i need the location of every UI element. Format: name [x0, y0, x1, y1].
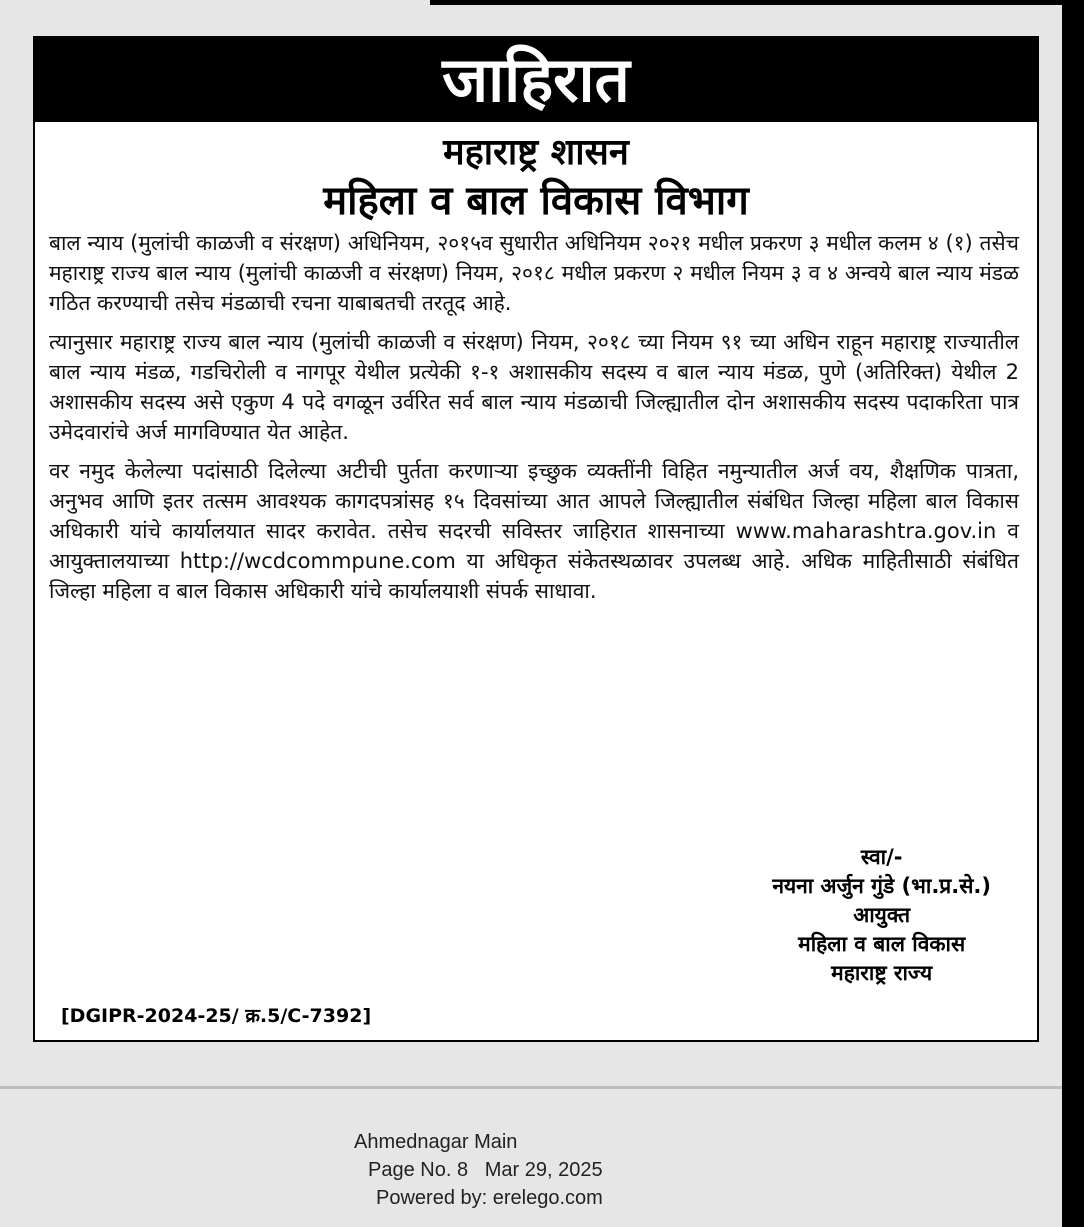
footer-page-date: Page No. 8 Mar 29, 2025 — [368, 1159, 603, 1181]
ad-subtitle-department: महिला व बाल विकास विभाग — [323, 178, 749, 224]
ad-body — [35, 228, 1037, 606]
page-divider — [0, 1086, 1062, 1089]
right-edge-strip — [1062, 0, 1084, 1227]
signature-line-signed: स्वा/- — [860, 845, 903, 869]
page-footer — [320, 1128, 680, 1212]
signature-line-state: महाराष्ट्र राज्य — [831, 961, 933, 985]
footer-powered-by: Powered by: erelego.com — [376, 1187, 603, 1209]
advertisement-box — [33, 36, 1039, 1042]
signature-line-department: महिला व बाल विकास — [798, 932, 966, 956]
ad-header: जाहिरात — [35, 38, 1037, 122]
ad-paragraph-1: बाल न्याय (मुलांची काळजी व संरक्षण) अधिनियम, २०१५व सुधारीत अधिनियम २०२१ मधील प्रकरण ३ मधील कलम ४ (१) तसेच महाराष्ट्र राज्य बाल न्याय (मुलांची काळजी व संरक्षण) नियम, २०१८ मधील प्रकरण २ मधील नियम ३ व ४ अन्वये बाल न्याय मंडळ गठित करण्याची तसेच मंडळाची रचना याबाबतची तरतूद आहे. — [49, 231, 1019, 315]
ad-subtitle-government: महाराष्ट्र शासन — [443, 132, 629, 173]
reference-number: [DGIPR-2024-25/ क्र.5/C-7392] — [61, 1005, 372, 1027]
ad-paragraph-2: त्यानुसार महाराष्ट्र राज्य बाल न्याय (मुलांची काळजी व संरक्षण) नियम, २०१८ च्या नियम ९१ च्या अधिन राहून महाराष्ट्र राज्यातील बाल न्याय मंडळ, गडचिरोली व नागपूर येथील प्रत्येकी १-१ अशासकीय सदस्य व बाल न्याय मंडळ, पुणे (अतिरिक्त) येथील 2 अशासकीय सदस्य असे एकुण 4 पदे वगळून उर्वरित सर्व बाल न्याय मंडळाची जिल्ह्यातील दोन अशासकीय सदस्य पदाकरिता पात्र उमेदवारांचे अर्ज मागविण्यात येत आहेत. — [49, 330, 1019, 444]
ad-paragraph-3: वर नमुद केलेल्या पदांसाठी दिलेल्या अटीची पुर्तता करणाऱ्या इच्छुक व्यक्तींनी विहित नमुन्यातील अर्ज वय, शैक्षणिक पात्रता, अनुभव आणि इतर तत्सम आवश्यक कागदपत्रांसह १५ दिवसांच्या आत आपले जिल्ह्यातील संबंधित जिल्हा महिला बाल विकास अधिकारी यांचे कार्यालयात सादर करावेत. तसेच सदरची सविस्तर जाहिरात शासनाच्या www.maharashtra.gov.in व आयुक्तालयाच्या http://wcdcommpune.com या अधिकृत संकेतस्थळावर उपलब्ध आहे. अधिक माहितीसाठी संबंधित जिल्हा महिला व बाल विकास अधिकारी यांचे कार्यालयाशी संपर्क साधावा. — [49, 459, 1019, 603]
signature-line-designation: आयुक्त — [853, 903, 911, 927]
top-border-line — [430, 0, 1062, 5]
signature-line-name: नयना अर्जुन गुंडे (भा.प्र.से.) — [772, 874, 991, 898]
signature-block — [772, 843, 991, 988]
footer-edition: Ahmednagar Main — [354, 1131, 518, 1153]
